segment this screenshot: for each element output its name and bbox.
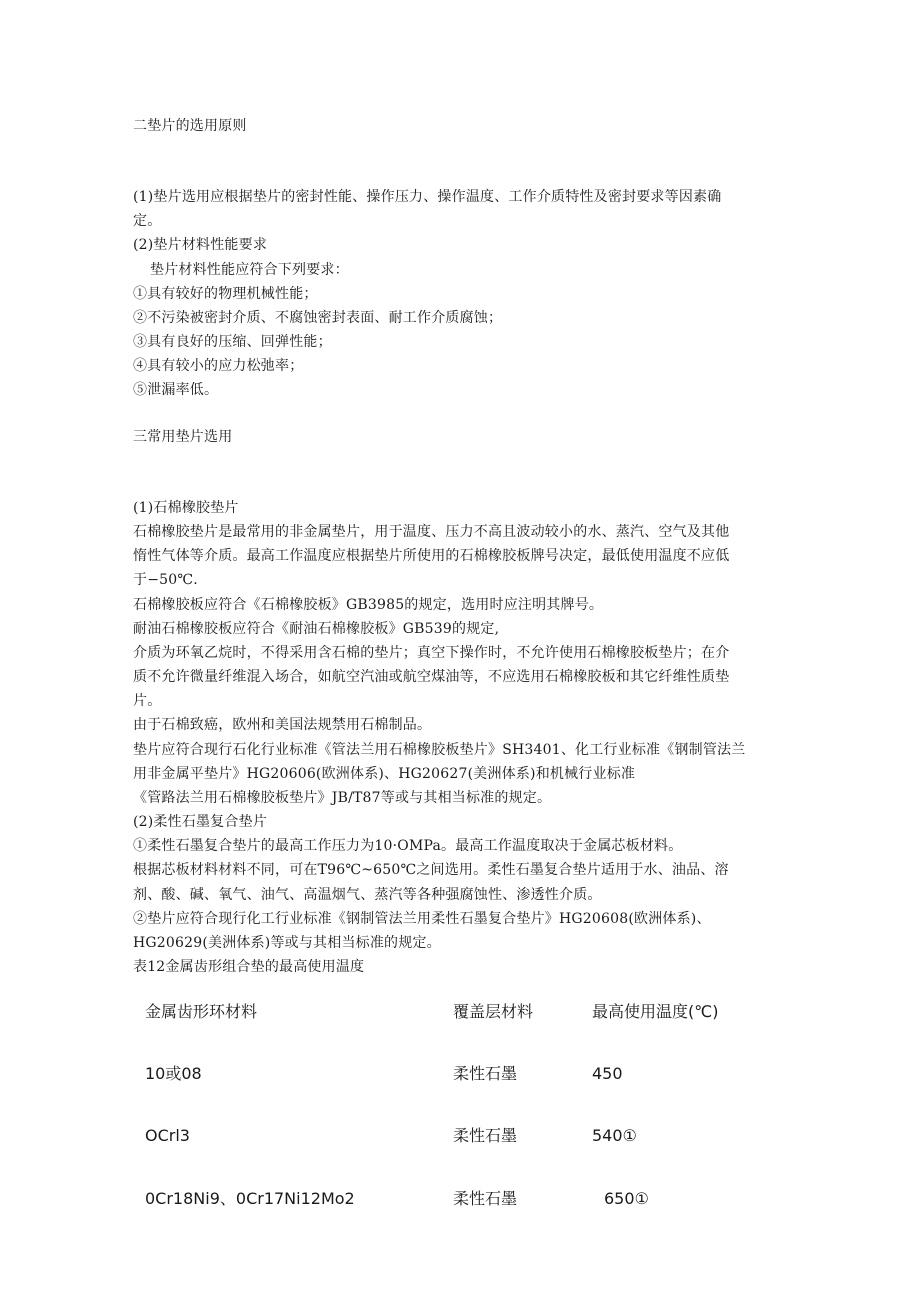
table-cell: 柔性石墨 [453, 1064, 518, 1083]
text-line: 石棉橡胶垫片是最常用的非金属垫片，用于温度、压力不高且波动较小的水、蒸汽、空气及其他 [133, 524, 730, 540]
text-line: (2)柔性石墨复合垫片 [133, 814, 268, 830]
table-cell: 10或08 [145, 1064, 202, 1083]
text-line: 惰性气体等介质。最高工作温度应根据垫片所使用的石棉橡胶板牌号决定，最低使用温度不应低 [133, 548, 730, 564]
table-cell: 540① [592, 1126, 637, 1145]
text-line: (2)垫片材料性能要求 [133, 237, 268, 253]
text-line: 介质为环氧乙烷时，不得采用含石棉的垫片；真空下操作时，不允许使用石棉橡胶板垫片；在介 [133, 645, 730, 661]
text-line: 用非金属平垫片》HG20606(欧洲体系)、HG20627(美洲体系)和机械行业标准 [133, 766, 636, 782]
table-cell: 650① [604, 1189, 649, 1208]
table-header-cover: 覆盖层材料 [453, 1002, 534, 1021]
table-cell: 柔性石墨 [453, 1189, 518, 1208]
table-caption: 表12金属齿形组合垫的最高使用温度 [133, 959, 365, 975]
text-line: (1)垫片选用应根据垫片的密封性能、操作压力、操作温度、工作介质特性及密封要求等因素确 [133, 189, 722, 205]
text-line: 耐油石棉橡胶板应符合《耐油石棉橡胶板》GB539的规定, [133, 621, 500, 637]
table-header-material: 金属齿形环材料 [145, 1002, 258, 1021]
text-line: (1)石棉橡胶垫片 [133, 500, 239, 516]
text-line: HG20629(美洲体系)等或与其相当标准的规定。 [133, 935, 441, 951]
section-3-heading: 三常用垫片选用 [133, 429, 233, 445]
text-line: 片。 [133, 693, 162, 709]
list-item: ①具有较好的物理机械性能； [133, 286, 318, 302]
text-line: 剂、酸、碱、氧气、油气、高温烟气、蒸汽等各种强腐蚀性、渗透性介质。 [133, 887, 602, 903]
list-item: ⑤泄漏率低。 [133, 382, 219, 398]
table-cell: 450 [592, 1064, 623, 1083]
text-line: 定。 [133, 213, 162, 229]
table-cell: OCrl3 [145, 1126, 190, 1145]
text-line: 石棉橡胶板应符合《石棉橡胶板》GB3985的规定，选用时应注明其牌号。 [133, 597, 604, 613]
list-item: ④具有较小的应力松弛率； [133, 358, 304, 374]
text-line: 根据芯板材料材料不同，可在T96℃~650℃之间选用。柔性石墨复合垫片适用于水、油品、溶 [133, 862, 729, 878]
text-line: 垫片材料性能应符合下列要求： [150, 262, 349, 278]
text-line: ②垫片应符合现行化工行业标准《钢制管法兰用柔性石墨复合垫片》HG20608(欧洲体系)、 [133, 911, 711, 927]
text-line: ①柔性石墨复合垫片的最高工作压力为10·OMPa。最高工作温度取决于金属芯板材料。 [133, 838, 683, 854]
text-line: 由于石棉致癌，欧州和美国法规禁用石棉制品。 [133, 717, 432, 733]
section-2-heading: 二垫片的选用原则 [133, 118, 247, 134]
text-line: 《管路法兰用石棉橡胶板垫片》JB/T87等或与其相当标准的规定。 [133, 790, 552, 806]
table-cell: 柔性石墨 [453, 1126, 518, 1145]
text-line: 垫片应符合现行石化行业标准《管法兰用石棉橡胶板垫片》SH3401、化工行业标准《钢制管法兰 [133, 742, 746, 758]
text-line: 于−50℃. [133, 572, 198, 588]
text-line: 质不允许微量纤维混入场合，如航空汽油或航空煤油等，不应选用石棉橡胶板和其它纤维性质垫 [133, 669, 730, 685]
table-cell: 0Cr18Ni9、0Cr17Ni12Mo2 [145, 1189, 355, 1208]
table-header-max-temp: 最高使用温度(℃) [592, 1002, 719, 1021]
list-item: ②不污染被密封介质、不腐蚀密封表面、耐工作介质腐蚀； [133, 310, 503, 326]
list-item: ③具有良好的压缩、回弹性能； [133, 334, 332, 350]
